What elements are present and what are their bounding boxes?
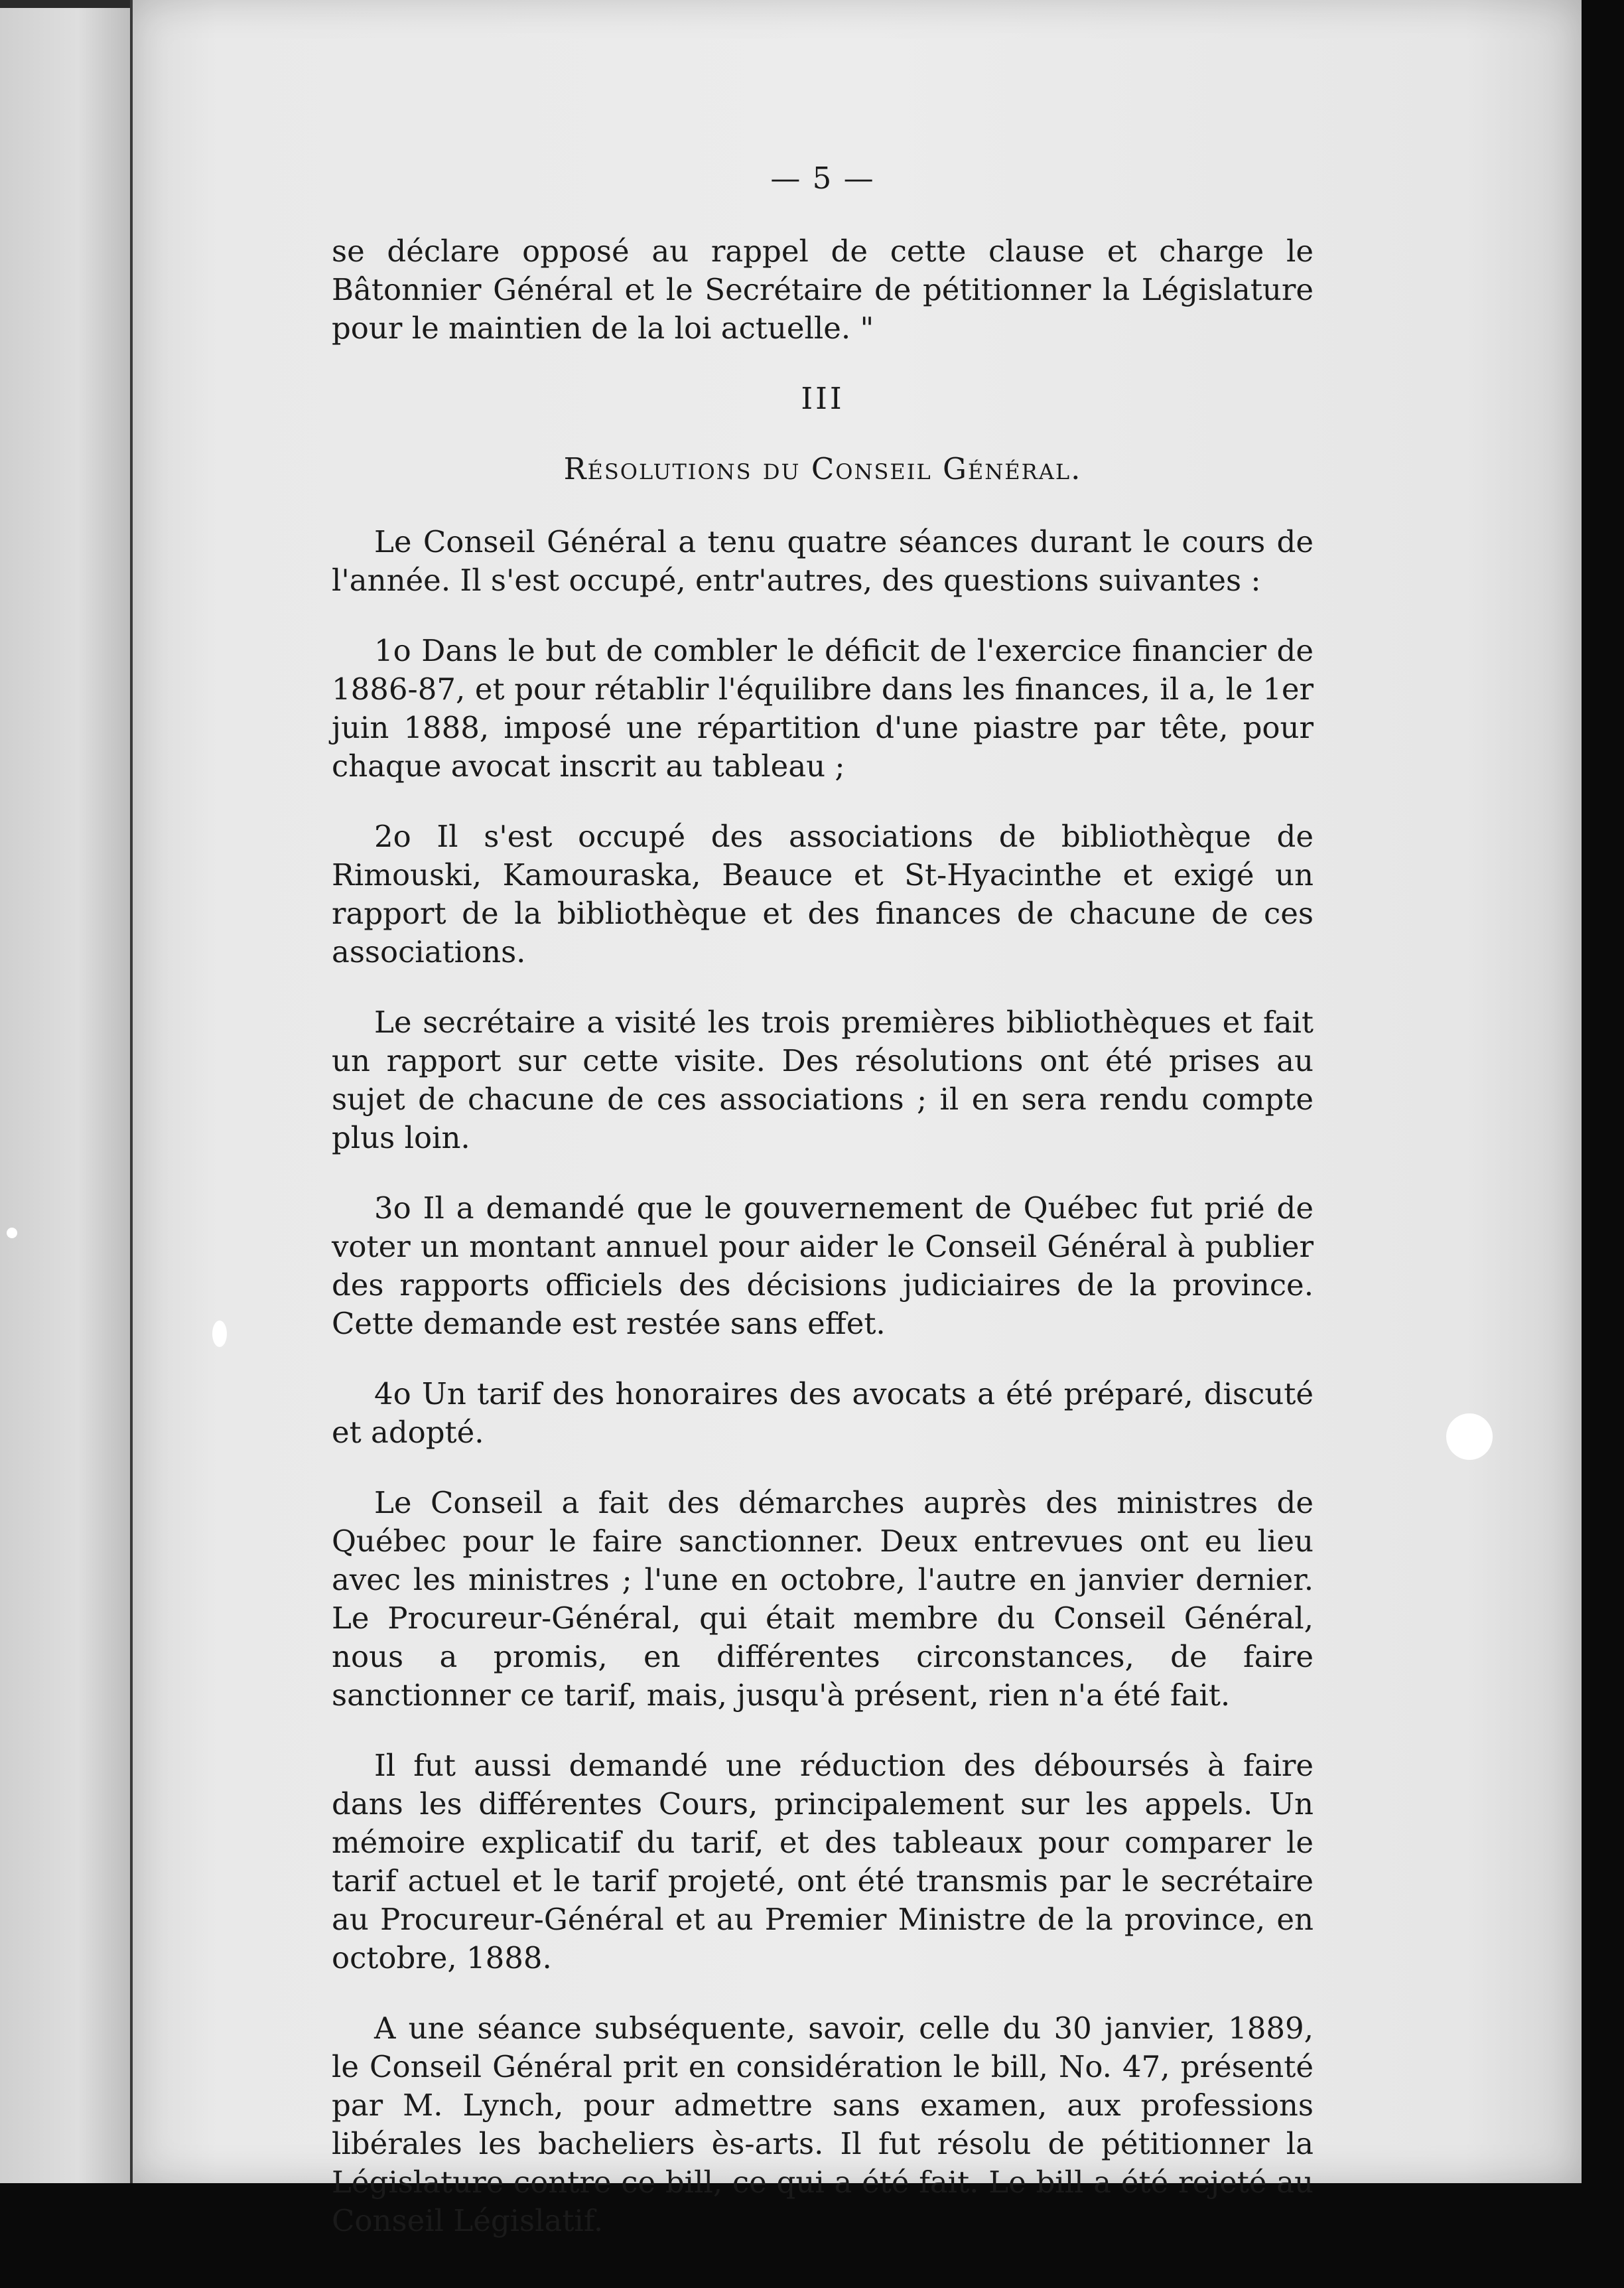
- paragraph-item-1o: 1o Dans le but de combler le déficit de l'exercice financier de 1886-87, et pour rétablir l'équilibre dans les finances, il a, le 1er juin 1888, imposé une répartition d'une piastre par tête, pour chaque avocat inscrit au tableau ;: [332, 633, 1314, 784]
- scan-speck: [7, 1228, 17, 1238]
- paragraph: Le secrétaire a visité les trois premières bibliothèques et fait un rapport sur cette visite. Des résolutions ont été prises au sujet de chacune de ces associations ; il en sera rendu compte plus loin.: [332, 1005, 1314, 1155]
- paragraph: Le Conseil Général a tenu quatre séances durant le cours de l'année. Il s'est occupé, entr'autres, des questions suivantes :: [332, 524, 1314, 598]
- section-title: Résolutions du Conseil Général.: [563, 451, 1082, 486]
- scan-border-right: [1582, 0, 1624, 2288]
- paragraph-item-2o: 2o Il s'est occupé des associations de bibliothèque de Rimouski, Kamouraska, Beauce et St-Hyacinthe et exigé un rapport de la bibliothèque et des finances de chacune de ces associations.: [332, 819, 1314, 969]
- paragraph: Il fut aussi demandé une réduction des déboursés à faire dans les différentes Cours, principalement sur les appels. Un mémoire explicatif du tarif, et des tableaux pour comparer le tarif actuel et le tarif projeté, ont été transmis par le secrétaire au Procureur-Général et au Premier Ministre de la province, en octobre, 1888.: [332, 1748, 1314, 1975]
- section-number: III: [801, 381, 845, 416]
- paragraph-item-4o: 4o Un tarif des honoraires des avocats a été préparé, discuté et adopté.: [332, 1376, 1314, 1450]
- paragraph-item-3o: 3o Il a demandé que le gouvernement de Québec fut prié de voter un montant annuel pour aider le Conseil Général à publier des rapports officiels des décisions judiciaires de la province. Cette demande est restée sans effet.: [332, 1190, 1314, 1341]
- scan-speck: [212, 1321, 227, 1347]
- opening-paragraph: se déclare opposé au rappel de cette clause et charge le Bâtonnier Général et le Secrétaire de pétitionner la Législature pour le maintien de la loi actuelle. ": [332, 234, 1314, 346]
- binding-strip: [0, 0, 130, 2183]
- paragraph: A une séance subséquente, savoir, celle du 30 janvier, 1889, le Conseil Général prit en considération le bill, No. 47, présenté par M. Lynch, pour admettre sans examen, aux professions libérales les bacheliers ès-arts. Il fut résolu de pétitionner la Législature contre ce bill, ce qui a été fait. Le bill a été rejeté au Conseil Législatif.: [332, 2011, 1314, 2238]
- paragraph: Le Conseil a fait des démarches auprès des ministres de Québec pour le faire sanctionner. Deux entrevues ont eu lieu avec les ministres ; l'une en octobre, l'autre en janvier dernier. Le Procureur-Général, qui était membre du Conseil Général, nous a promis, en différentes circonstances, de faire sanctionner ce tarif, mais, jusqu'à présent, rien n'a été fait.: [332, 1485, 1314, 1713]
- document-text: [332, 159, 1314, 2272]
- page-number: — 5 —: [770, 161, 875, 196]
- scan-speck: [1446, 1413, 1493, 1460]
